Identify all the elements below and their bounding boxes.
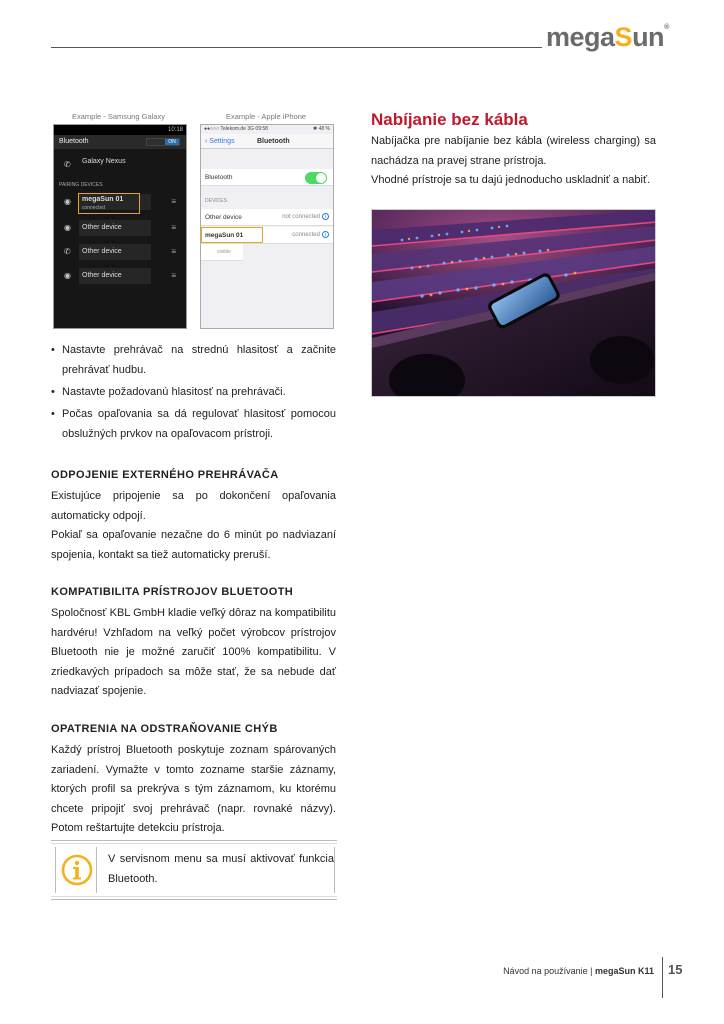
android-device-row: ◉ Other device ≡ xyxy=(54,218,186,238)
iphone-device-row: megaSun 01 connected i xyxy=(201,227,333,244)
info-icon xyxy=(61,854,93,886)
android-device-row: ✆ Other device ≡ xyxy=(54,242,186,262)
android-device-row: ◉ Other device ≡ xyxy=(54,266,186,286)
samsung-caption: Example - Samsung Galaxy xyxy=(72,112,165,121)
iphone-caption: Example - Apple iPhone xyxy=(226,112,307,121)
android-pairing-label: PAIRING DEVICES xyxy=(59,182,103,188)
section-title-disconnect: ODPOJENIE EXTERNÉHO PREHRÁVAČA xyxy=(51,469,279,481)
settings-icon: ≡ xyxy=(171,223,176,232)
info-box-border xyxy=(334,847,335,893)
wireless-charging-title: Nabíjanie bez kábla xyxy=(371,110,528,129)
headphones-icon: ◉ xyxy=(64,197,71,206)
iphone-highlight-box xyxy=(201,227,263,243)
info-note-text: V servisnom menu sa musí aktivovať funkcia Bluetooth. xyxy=(108,853,334,885)
info-icon: i xyxy=(322,231,329,238)
settings-icon: ≡ xyxy=(171,247,176,256)
megasun-logo: megaSun® xyxy=(546,22,669,52)
section-text-compatibility: Spoločnosť KBL GmbH kladie veľký dôraz na kompatibilitu hardvéru! Vzhľadom na veľký počet výrobcov prístrojov Bluetooth nie je možné zaručiť 100% kompatibilitu. V zriedkavých prípadoch sa môže stať, že sa nebude dať nadviazať spojenie. xyxy=(51,607,336,697)
samsung-screenshot xyxy=(53,124,187,329)
android-highlight-box xyxy=(78,193,140,214)
bullet-item: • Nastavte požadovanú hlasitosť na prehrávači. xyxy=(51,382,336,402)
bullet-item: • Počas opaľovania sa dá regulovať hlasitosť pomocou obslužných prvkov na opaľovacom prístroji. xyxy=(51,404,336,444)
android-bluetooth-bar xyxy=(54,135,186,149)
iphone-nav-title: Bluetooth xyxy=(257,138,290,145)
phone-icon: ✆ xyxy=(64,160,71,169)
info-note-box xyxy=(51,840,337,900)
headphones-icon: ◉ xyxy=(64,271,71,280)
android-bar-title: Bluetooth xyxy=(59,138,89,145)
iphone-devices-label: DEVICES xyxy=(205,198,227,204)
phone-icon: ✆ xyxy=(64,247,71,256)
android-device-row: ◉ megaSun 01 connected ≡ xyxy=(64,196,176,211)
headphones-icon: ◉ xyxy=(64,223,71,232)
section-text-disconnect: Existujúce pripojenie sa po dokončení opaľovania automaticky odpojí. xyxy=(51,490,336,522)
wireless-charging-text: Nabíjačka pre nabíjanie bez kábla (wireless charging) sa nachádza na pravej strane prístroja. Vhodné prístroje sa tu dajú jednoducho uskladniť a nabiť. xyxy=(371,135,656,186)
iphone-status-bar: ●●○○○ Telekom.de 3G 09:58 ✱ 48 % xyxy=(204,126,330,132)
header-rule xyxy=(51,47,542,48)
instruction-bullets xyxy=(51,340,336,446)
bullet-item: • Nastavte prehrávač na strednú hlasitosť a začnite prehrávať hudbu. xyxy=(51,340,336,380)
android-paired-row: ✆ Galaxy Nexus xyxy=(64,158,126,169)
section-text-disconnect-2: Pokiaľ sa opaľovanie nezačne do 6 minút po nadviazaní spojenia, kontakt sa tiež automaticky preruší. xyxy=(51,529,336,561)
settings-icon: ≡ xyxy=(171,271,176,280)
info-icon: i xyxy=(322,213,329,220)
iphone-bluetooth-cell: Bluetooth xyxy=(201,169,333,186)
footer-rule xyxy=(662,957,663,998)
iphone-visible-label: visible xyxy=(201,244,243,261)
footer-text: Návod na používanie | megaSun K11 xyxy=(503,966,654,976)
settings-icon: ≡ xyxy=(171,197,176,206)
android-bluetooth-toggle: ON xyxy=(146,138,180,146)
iphone-bluetooth-toggle xyxy=(305,172,327,184)
section-title-troubleshooting: OPATRENIA NA ODSTRAŇOVANIE CHÝB xyxy=(51,723,278,735)
android-status-bar: 10:18 xyxy=(54,125,186,135)
iphone-back-link: ‹ Settings xyxy=(205,138,235,145)
section-title-compatibility: KOMPATIBILITA PRÍSTROJOV BLUETOOTH xyxy=(51,586,294,598)
iphone-device-row: Other device not connected i xyxy=(201,209,333,226)
page-number: 15 xyxy=(668,962,683,977)
wireless-charging-photo xyxy=(371,209,656,397)
section-text-troubleshooting: Každý prístroj Bluetooth poskytuje zoznam spárovaných zariadení. Vymažte v tomto zozname staršie záznamy, ktorých profil sa prekrýva s tým záznamom, ku ktorému chcete pripojiť svoj prehrávač (napr. rovnaké názvy). Potom reštartujte detekciu prístroja. xyxy=(51,744,336,834)
info-icon-cell xyxy=(55,847,97,893)
iphone-nav-bar xyxy=(201,134,333,149)
